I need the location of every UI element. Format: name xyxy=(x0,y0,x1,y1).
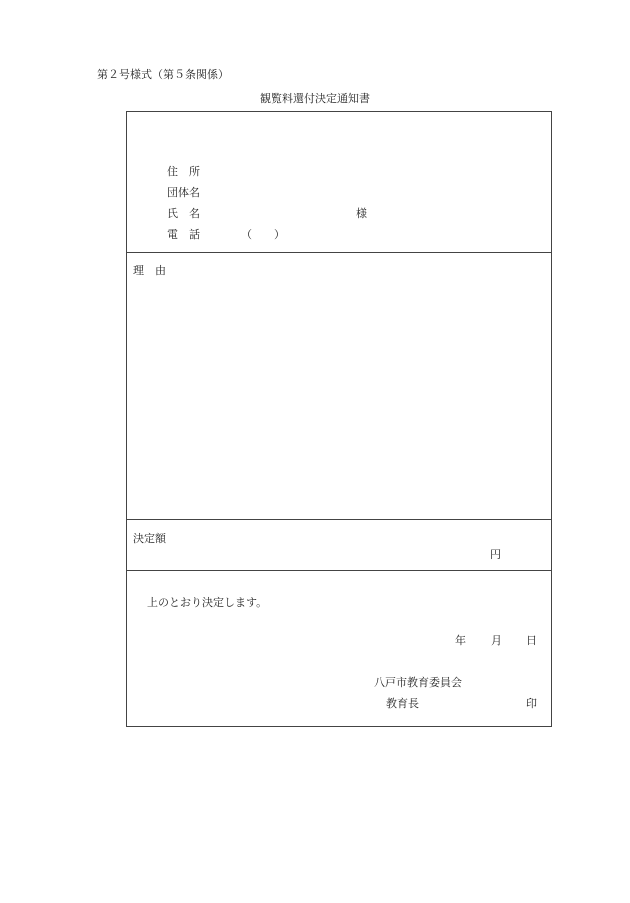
phone-area-code-parentheses: （ ） xyxy=(241,228,285,241)
name-label: 氏 名 xyxy=(167,207,200,220)
issuer-title: 教育長 xyxy=(386,697,419,710)
month-label: 月 xyxy=(491,634,502,647)
year-label: 年 xyxy=(455,634,466,647)
decision-statement: 上のとおり決定します。 xyxy=(147,596,268,609)
section-divider xyxy=(127,570,551,571)
seal-mark: 印 xyxy=(526,697,537,710)
day-label: 日 xyxy=(526,634,537,647)
decision-amount-label: 決定額 xyxy=(133,532,166,545)
issuer-organization: 八戸市教育委員会 xyxy=(374,676,462,689)
form-number: 第２号様式（第５条関係） xyxy=(97,68,229,81)
form-table xyxy=(126,111,552,727)
document-title: 観覧料還付決定通知書 xyxy=(260,92,370,105)
phone-label: 電 話 xyxy=(167,228,200,241)
yen-unit: 円 xyxy=(490,548,501,561)
honorific-sama: 様 xyxy=(356,207,367,220)
group-name-label: 団体名 xyxy=(167,186,200,199)
reason-label: 理 由 xyxy=(133,264,166,277)
section-divider xyxy=(127,252,551,253)
section-divider xyxy=(127,519,551,520)
address-label: 住 所 xyxy=(167,165,200,178)
